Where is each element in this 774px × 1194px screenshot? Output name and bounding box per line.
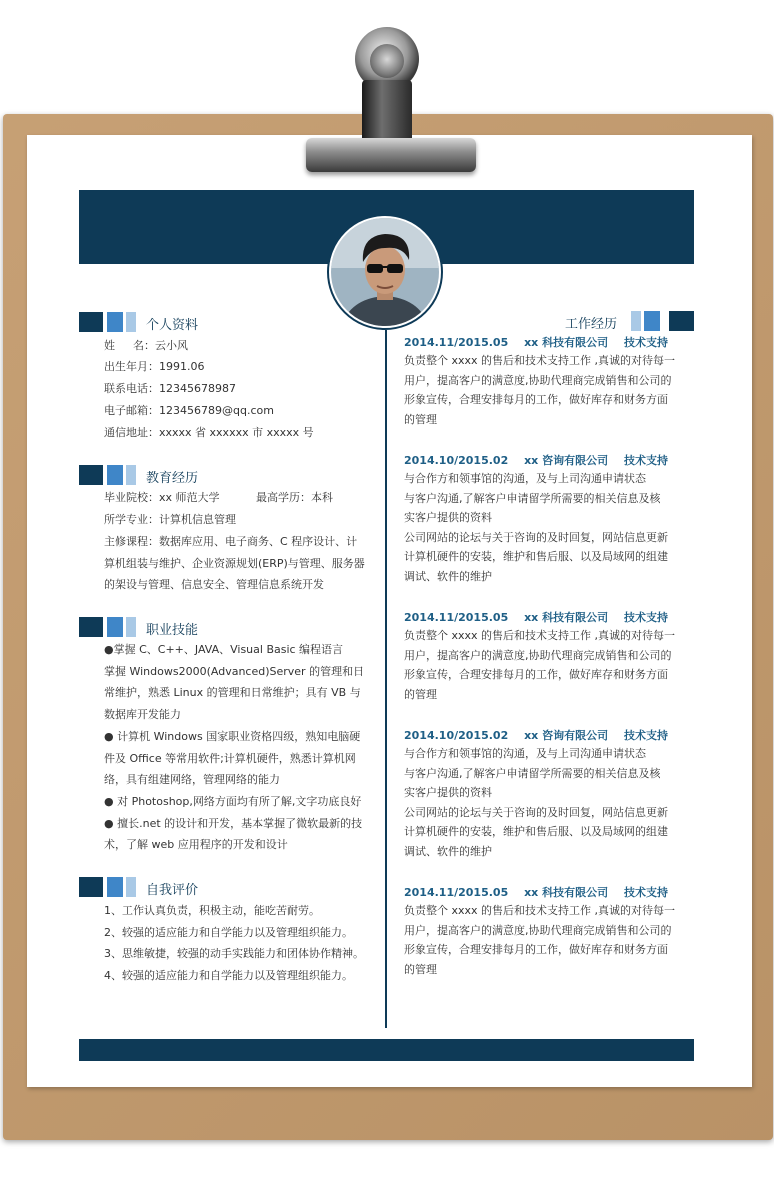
job-desc-line: 公司网站的论坛与关于咨询的及时回复，网站信息更新 <box>404 806 668 819</box>
skills-line: 件及 Office 等常用软件;计算机硬件，熟悉计算机网 <box>104 752 356 765</box>
job-header <box>404 727 680 743</box>
column-divider <box>385 330 387 1028</box>
job-desc-line: 与客户沟通,了解客户申请留学所需要的相关信息及核 <box>404 767 661 780</box>
job-desc-line: 形象宣传，合理安排每月的工作，做好库存和财务方面 <box>404 668 668 681</box>
job-desc-line: 负责整个 xxxx 的售后和技术支持工作 ,真诚的对待每一 <box>404 629 676 642</box>
job-period: 2014.11/2015.05 <box>404 886 509 899</box>
job-desc-line: 调试、软件的维护 <box>404 570 492 583</box>
education-degree: 最高学历：本科 <box>256 491 333 504</box>
skills-line: ●掌握 C、C++、JAVA、Visual Basic 编程语言 <box>104 643 344 656</box>
skills-line: ● 擅长.net 的设计和开发，基本掌握了微软最新的技 <box>104 817 363 830</box>
skills-line: 络，具有组建网络，管理网络的能力 <box>104 773 280 786</box>
binder-clip-base <box>306 138 476 172</box>
job-desc-line: 与合作方和领事馆的沟通，及与上司沟通申请状态 <box>404 472 646 485</box>
self-eval-line: 2、较强的适应能力和自学能力以及管理组织能力。 <box>104 926 353 939</box>
job-desc-line: 实客户提供的资料 <box>404 511 492 524</box>
header-square-light <box>126 465 136 485</box>
section-header-personal <box>79 312 279 334</box>
job-header <box>404 334 680 350</box>
job-desc-line: 形象宣传，合理安排每月的工作，做好库存和财务方面 <box>404 943 668 956</box>
self-eval-line: 4、较强的适应能力和自学能力以及管理组织能力。 <box>104 969 353 982</box>
job-period: 2014.11/2015.05 <box>404 336 509 349</box>
job-company: xx 咨询有限公司 <box>524 454 609 467</box>
skills-line: ● 计算机 Windows 国家职业资格四级，熟知电脑硬 <box>104 730 361 743</box>
job-position: 技术支持 <box>623 886 668 899</box>
job-desc-line: 形象宣传，合理安排每月的工作，做好库存和财务方面 <box>404 393 668 406</box>
education-major: 所学专业：计算机信息管理 <box>104 513 236 526</box>
job-company: xx 科技有限公司 <box>524 611 609 624</box>
job-desc-line: 用户，提高客户的满意度,协助代理商完成销售和公司的 <box>404 924 672 937</box>
job-position: 技术支持 <box>623 454 668 467</box>
job-desc-line: 计算机硬件的安装，维护和售后服、以及局域网的组建 <box>404 550 668 563</box>
job-period: 2014.11/2015.05 <box>404 611 509 624</box>
section-header-self-eval <box>79 877 279 899</box>
header-square-blue <box>107 877 123 897</box>
header-square-dark <box>79 617 103 637</box>
education-courses-line: 算机组装与维护、企业资源规划(ERP)与管理、服务器 <box>104 557 365 570</box>
section-title: 职业技能 <box>146 623 199 638</box>
education-courses-line: 的架设与管理、信息安全、管理信息系统开发 <box>104 578 324 591</box>
skills-line: 术，了解 web 应用程序的开发和设计 <box>104 838 288 851</box>
personal-birth: 出生年月：1991.06 <box>104 360 205 373</box>
section-title: 教育经历 <box>146 471 199 486</box>
job-position: 技术支持 <box>623 729 668 742</box>
job-desc-line: 实客户提供的资料 <box>404 786 492 799</box>
job-company: xx 科技有限公司 <box>524 886 609 899</box>
section-title: 自我评价 <box>146 883 199 898</box>
section-header-education <box>79 465 279 487</box>
job-desc-line: 调试、软件的维护 <box>404 845 492 858</box>
profile-photo <box>327 214 443 330</box>
personal-name: 姓 名：云小风 <box>104 339 188 352</box>
avatar-portrait-icon <box>331 218 439 326</box>
job-company: xx 咨询有限公司 <box>524 729 609 742</box>
header-square-dark <box>669 311 694 331</box>
section-title: 个人资料 <box>146 318 199 333</box>
self-eval-line: 1、工作认真负责，积极主动，能吃苦耐劳。 <box>104 904 320 917</box>
section-header-work <box>540 311 694 333</box>
job-desc-line: 负责整个 xxxx 的售后和技术支持工作 ,真诚的对待每一 <box>404 904 676 917</box>
binder-clip-hole <box>370 44 404 78</box>
header-square-blue <box>107 465 123 485</box>
job-desc-line: 计算机硬件的安装，维护和售后服、以及局域网的组建 <box>404 825 668 838</box>
job-position: 技术支持 <box>623 611 668 624</box>
job-desc-line: 公司网站的论坛与关于咨询的及时回复，网站信息更新 <box>404 531 668 544</box>
education-school: 毕业院校：xx 师范大学 <box>104 491 220 504</box>
skills-line: ● 对 Photoshop,网络方面均有所了解,文字功底良好 <box>104 795 362 808</box>
job-header <box>404 609 680 625</box>
header-square-dark <box>79 312 103 332</box>
job-desc-line: 负责整个 xxxx 的售后和技术支持工作 ,真诚的对待每一 <box>404 354 676 367</box>
job-desc-line: 的管理 <box>404 688 437 701</box>
job-desc-line: 的管理 <box>404 963 437 976</box>
job-desc-line: 与合作方和领事馆的沟通，及与上司沟通申请状态 <box>404 747 646 760</box>
header-square-blue <box>107 617 123 637</box>
header-square-blue <box>107 312 123 332</box>
personal-email: 电子邮箱：123456789@qq.com <box>104 404 274 417</box>
job-desc-line: 用户，提高客户的满意度,协助代理商完成销售和公司的 <box>404 374 672 387</box>
skills-line: 常维护，熟悉 Linux 的管理和日常维护；具有 VB 与 <box>104 686 361 699</box>
footer-band <box>79 1039 694 1061</box>
job-period: 2014.10/2015.02 <box>404 454 509 467</box>
personal-address: 通信地址：xxxxx 省 xxxxxx 市 xxxxx 号 <box>104 426 314 439</box>
job-period: 2014.10/2015.02 <box>404 729 509 742</box>
skills-line: 掌握 Windows2000(Advanced)Server 的管理和日 <box>104 665 365 678</box>
self-eval-line: 3、思维敏捷，较强的动手实践能力和团体协作精神。 <box>104 947 364 960</box>
binder-clip-arm <box>362 80 412 140</box>
job-desc-line: 用户，提高客户的满意度,协助代理商完成销售和公司的 <box>404 649 672 662</box>
job-header <box>404 452 680 468</box>
job-desc-line: 与客户沟通,了解客户申请留学所需要的相关信息及核 <box>404 492 661 505</box>
personal-phone: 联系电话：12345678987 <box>104 382 236 395</box>
skills-line: 数据库开发能力 <box>104 708 181 721</box>
header-square-light <box>126 617 136 637</box>
header-square-light <box>126 877 136 897</box>
header-square-dark <box>79 465 103 485</box>
section-title: 工作经历 <box>565 317 618 332</box>
header-square-dark <box>79 877 103 897</box>
job-company: xx 科技有限公司 <box>524 336 609 349</box>
header-square-light <box>126 312 136 332</box>
job-header <box>404 884 680 900</box>
header-square-blue <box>644 311 660 331</box>
job-desc-line: 的管理 <box>404 413 437 426</box>
job-position: 技术支持 <box>623 336 668 349</box>
education-courses-line: 主修课程：数据库应用、电子商务、C 程序设计、计 <box>104 535 358 548</box>
section-header-skills <box>79 617 279 639</box>
header-square-light <box>631 311 641 331</box>
